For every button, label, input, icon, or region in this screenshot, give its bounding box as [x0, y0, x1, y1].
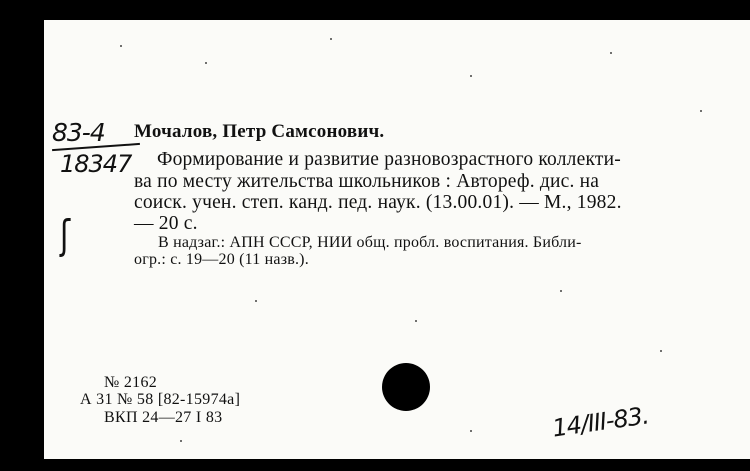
handwritten-shelf-mark-bottom: 18347	[60, 150, 132, 178]
handwritten-shelf-mark-top: 83-4	[52, 118, 105, 147]
title-line-1: Формирование и развитие разновозрастного коллекти-	[157, 149, 621, 170]
note-line-1: В надзаг.: АПН СССР, НИИ общ. пробл. воспитания. Библи-	[158, 234, 582, 251]
scan-speck	[660, 350, 662, 352]
note-line-2: огр.: с. 19—20 (11 назв.).	[134, 251, 309, 268]
scan-speck	[470, 430, 472, 432]
catalog-number: № 2162	[104, 374, 158, 391]
scan-speck	[560, 290, 562, 292]
classification-code: ВКП 24—27 I 83	[104, 409, 223, 426]
scan-speck	[700, 110, 702, 112]
title-line-4: — 20 с.	[134, 213, 198, 234]
scan-border-top	[0, 0, 750, 20]
scan-speck	[610, 52, 612, 54]
handwritten-date: 14/III-83.	[550, 401, 651, 443]
scan-speck	[120, 45, 122, 47]
title-line-3: соиск. учен. степ. канд. пед. наук. (13.00.01). — М., 1982.	[134, 192, 622, 213]
author-heading: Мочалов, Петр Самсонович.	[134, 121, 385, 142]
punch-hole	[382, 363, 430, 411]
scan-speck	[255, 300, 257, 302]
scan-speck	[470, 75, 472, 77]
scan-speck	[415, 320, 417, 322]
scan-speck	[205, 62, 207, 64]
handwritten-mark: ʃ	[60, 211, 71, 260]
scan-speck	[180, 440, 182, 442]
scan-border-bottom	[0, 459, 750, 471]
title-line-2: ва по месту жительства школьников : Автореф. дис. на	[134, 171, 600, 192]
record-code: А 31 № 58 [82-15974а]	[80, 391, 241, 408]
scan-speck	[330, 38, 332, 40]
scan-border-left	[0, 0, 44, 471]
